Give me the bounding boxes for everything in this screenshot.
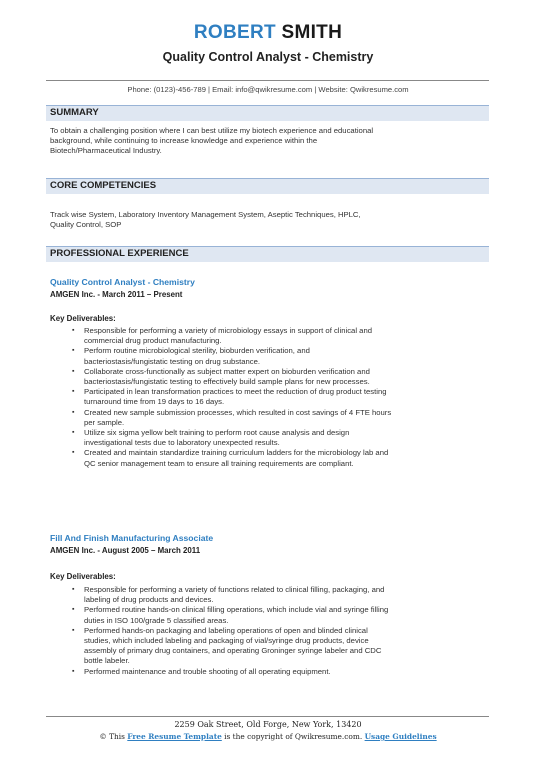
key-deliverables-label: Key Deliverables:	[50, 572, 116, 581]
competencies-line: Track wise System, Laboratory Inventory Management System, Aseptic Techniques, HPLC,	[50, 210, 361, 219]
bullet-item	[50, 585, 486, 605]
summary-text	[50, 126, 486, 157]
bullet-item	[50, 626, 486, 667]
copyright-text: is the copyright of Qwikresume.com.	[224, 732, 363, 741]
bullet-line: labeling of drug products and devices.	[84, 595, 214, 605]
bullet-icon: ▪	[72, 388, 75, 396]
section-summary-header	[46, 105, 489, 121]
bullet-icon: ▪	[72, 626, 75, 634]
bullet-item	[50, 346, 486, 366]
job-bullets	[50, 326, 486, 469]
bullet-icon: ▪	[72, 367, 75, 375]
copyright-prefix: © This	[99, 732, 125, 741]
section-experience-header	[46, 246, 489, 262]
bullet-line: Responsible for performing a variety of functions related to clinical filling, packaging, and	[84, 585, 385, 594]
bullet-line: bacteriostasis/fungistatic testing on drug substance.	[84, 356, 261, 366]
contact-line: Phone: (0123)-456-789 | Email: info@qwikresume.com | Website: Qwikresume.com	[127, 85, 409, 94]
bullet-line: commercial drug product manufacturing.	[84, 336, 222, 346]
bullet-line: Created and maintain standardize training curriculum ladders for the microbiology lab and	[84, 448, 389, 458]
bullet-line: bottle labeler.	[84, 656, 130, 666]
bullet-icon: ▪	[72, 408, 75, 416]
bullet-line: Perform routine microbiological sterility, bioburden verification, and	[84, 346, 310, 356]
job-company: AMGEN Inc. - August 2005 – March 2011	[50, 546, 201, 555]
job-bullets	[50, 585, 486, 677]
key-deliverables-label: Key Deliverables:	[50, 314, 116, 323]
bullet-line: Collaborate cross-functionally as subject matter expert on bioburden verification and	[84, 366, 370, 376]
footer-address: 2259 Oak Street, Old Forge, New York, 13420	[174, 720, 362, 729]
free-resume-template-link[interactable]: Free Resume Template	[127, 732, 222, 741]
candidate-name	[0, 22, 536, 44]
bullet-line: Performed maintenance and trouble shooting of all operating equipment.	[84, 666, 331, 676]
summary-line: Biotech/Pharmaceutical Industry.	[50, 146, 162, 156]
bullet-item	[50, 387, 486, 407]
section-title: PROFESSIONAL EXPERIENCE	[50, 248, 189, 259]
bullet-item	[50, 448, 486, 468]
bullet-item	[50, 367, 486, 387]
section-title: SUMMARY	[50, 107, 99, 118]
bullet-icon: ▪	[72, 347, 75, 355]
bullet-line: turnaround time from 19 days to 16 days.	[84, 397, 225, 407]
footer-copyright	[0, 732, 536, 741]
bullet-line: Participated in lean transformation practices to meet the reduction of drug product testing	[84, 387, 387, 397]
competencies-text	[50, 210, 486, 230]
bullet-line: Performed routine hands-on clinical filling operations, which include vial and syringe filling	[84, 605, 389, 615]
bullet-item	[50, 326, 486, 346]
footer-divider	[46, 716, 489, 717]
bullet-line: duties in ISO 100/grade 5 classified areas.	[84, 615, 229, 625]
job-title: Quality Control Analyst - Chemistry	[50, 277, 195, 287]
bullet-item	[50, 605, 486, 625]
bullet-line: studies, which included labeling and packaging of vial/syringe drug products, device	[84, 636, 369, 646]
bullet-icon: ▪	[72, 327, 75, 334]
bullet-icon: ▪	[72, 429, 75, 437]
bullet-line: Utilize six sigma yellow belt training to perform root cause analysis and design	[84, 428, 350, 438]
bullet-item	[50, 428, 486, 448]
bullet-icon: ▪	[72, 606, 75, 614]
summary-line: To obtain a challenging position where I can best utilize my biotech experience and educational	[50, 126, 374, 135]
job-title-heading: Quality Control Analyst - Chemistry	[162, 50, 374, 64]
first-name: ROBERT	[193, 22, 276, 43]
summary-line: background, while continuing to increase knowledge and experience within the	[50, 136, 318, 146]
bullet-line: Responsible for performing a variety of microbiology essays in support of clinical and	[84, 326, 372, 335]
competencies-line: Quality Control, SOP	[50, 220, 122, 230]
bullet-icon: ▪	[72, 586, 75, 593]
bullet-icon: ▪	[72, 667, 75, 675]
last-name: SMITH	[281, 22, 343, 43]
bullet-line: Performed hands-on packaging and labeling operations of open and blinded clinical	[84, 625, 368, 635]
job-company: AMGEN Inc. - March 2011 – Present	[50, 290, 183, 299]
bullet-item	[50, 408, 486, 428]
bullet-icon: ▪	[72, 449, 75, 457]
bullet-line: per sample.	[84, 417, 125, 427]
usage-guidelines-link[interactable]: Usage Guidelines	[364, 732, 437, 741]
job-title: Fill And Finish Manufacturing Associate	[50, 533, 214, 543]
bullet-line: bacteriostasis/fungistatic testing to effectively build sample plans for new processes.	[84, 377, 370, 387]
section-title: CORE COMPETENCIES	[50, 180, 157, 191]
bullet-line: assembly of primary drug containers, and operating Groninger syringe labeler and CDC	[84, 646, 382, 656]
header-divider	[46, 80, 489, 81]
bullet-item	[50, 667, 486, 677]
bullet-line: QC senior management team to ensure all training requirements are compliant.	[84, 458, 354, 468]
bullet-line: investigational tests due to laboratory unexpected results.	[84, 438, 280, 448]
bullet-line: Created new sample submission processes, which resulted in cost savings of 4 FTE hours	[84, 407, 392, 417]
section-competencies-header	[46, 178, 489, 194]
